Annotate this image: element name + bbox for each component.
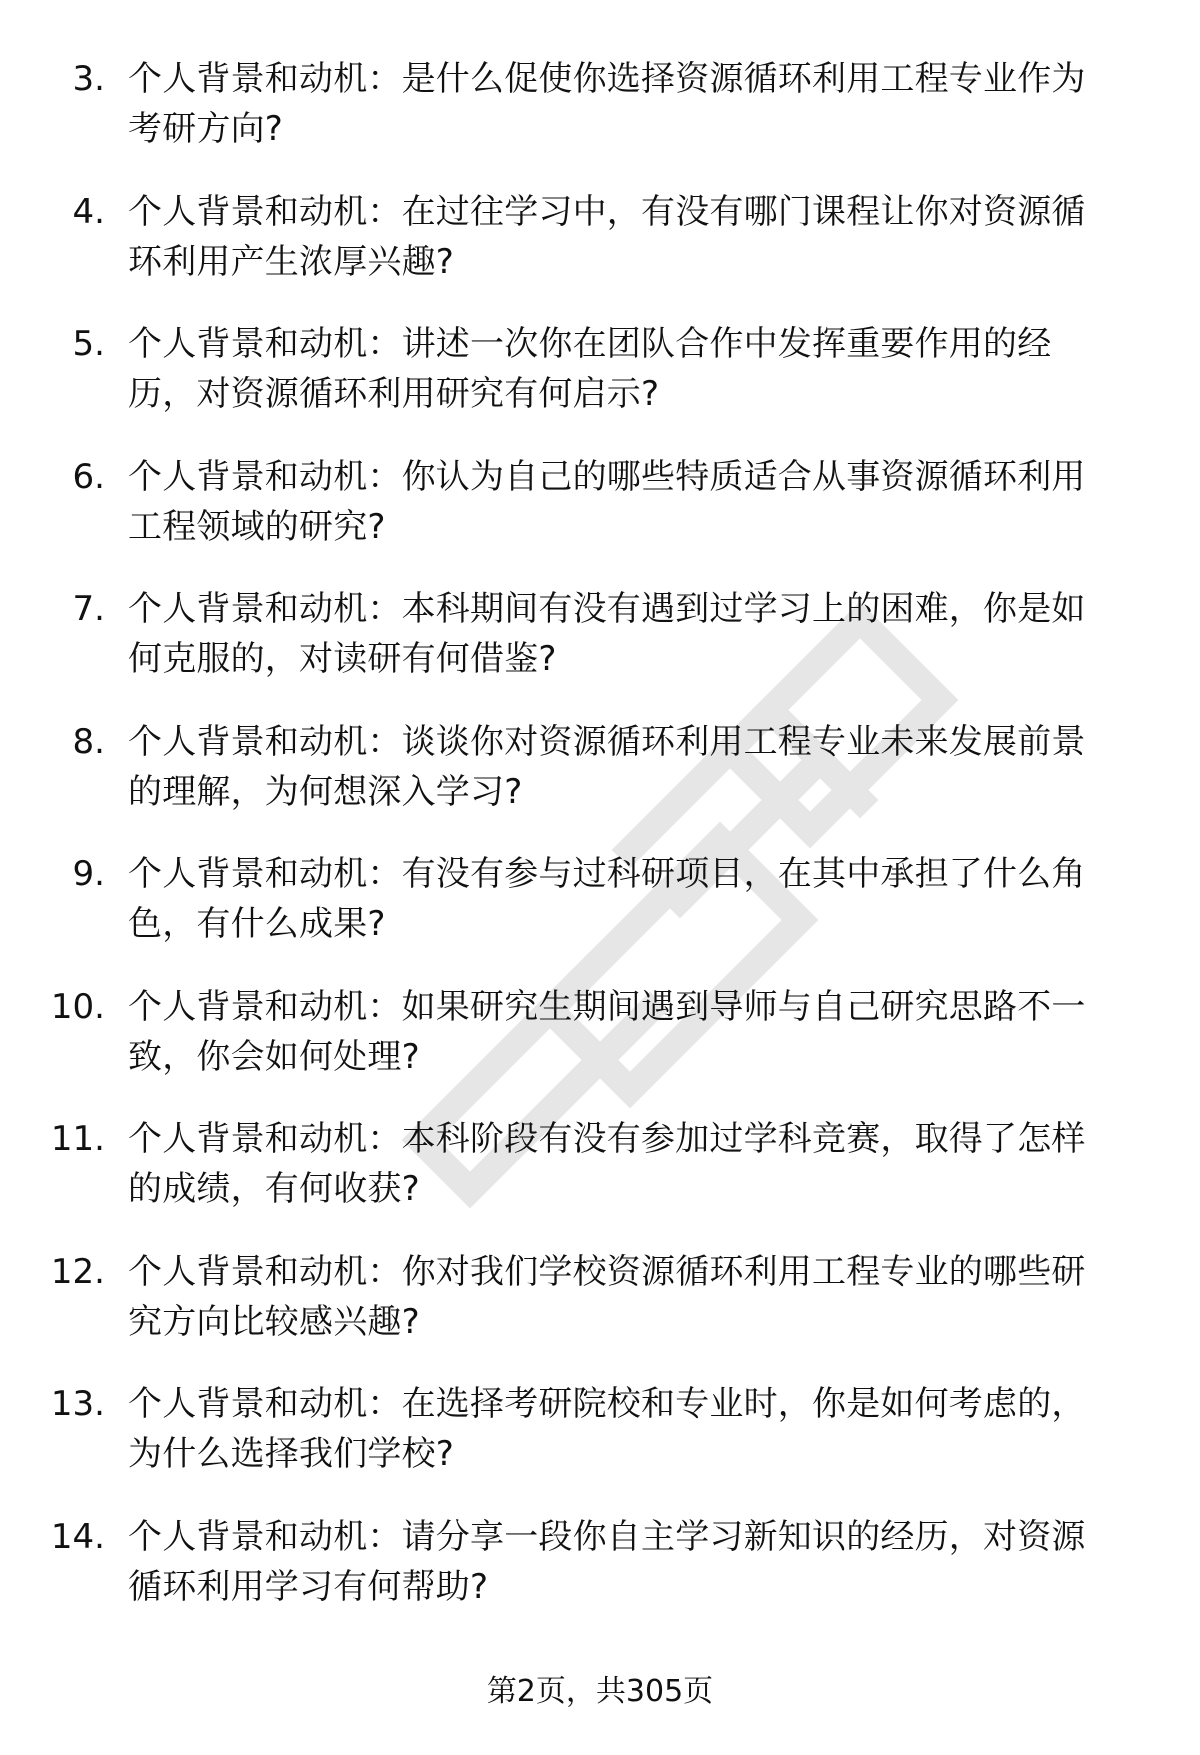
question-text [128, 1114, 1138, 1214]
question-item [0, 1247, 1200, 1380]
question-item [0, 717, 1200, 850]
question-text-line: 个人背景和动机：本科阶段有没有参加过学科竞赛，取得了怎样 [128, 1119, 1086, 1159]
question-text-line: 为什么选择我们学校? [128, 1434, 455, 1474]
question-number: 12. [50, 1251, 105, 1292]
question-text-line: 个人背景和动机：请分享一段你自主学习新知识的经历，对资源 [128, 1516, 1086, 1557]
question-number: 9. [72, 854, 105, 894]
question-number: 13. [50, 1384, 105, 1424]
question-text [128, 452, 1138, 552]
question-text-line: 个人背景和动机：讲述一次你在团队合作中发挥重要作用的经 [128, 324, 1052, 364]
question-text-line: 个人背景和动机：如果研究生期间遇到导师与自己研究思路不一 [128, 986, 1086, 1027]
question-item [0, 452, 1200, 585]
question-text [128, 1512, 1138, 1612]
question-text-line: 环利用产生浓厚兴趣? [128, 241, 455, 282]
question-text-line: 循环利用学习有何帮助? [128, 1566, 489, 1607]
question-text [128, 54, 1138, 154]
page-number-footer: 第2页，共305页 [486, 1674, 714, 1709]
question-text-line: 个人背景和动机：在过往学习中，有没有哪门课程让你对资源循 [128, 191, 1086, 232]
question-text-line: 个人背景和动机：谈谈你对资源循环利用工程专业未来发展前景 [128, 721, 1086, 762]
question-text-line: 的成绩，有何收获? [128, 1169, 420, 1209]
question-text-line: 个人背景和动机：是什么促使你选择资源循环利用工程专业作为 [128, 59, 1086, 99]
question-text [128, 849, 1138, 949]
question-item [0, 849, 1200, 982]
question-item [0, 584, 1200, 717]
question-number: 10. [50, 986, 105, 1027]
question-number: 3. [72, 59, 105, 99]
question-text [128, 319, 1138, 419]
question-number: 8. [72, 721, 105, 762]
question-text-line: 何克服的，对读研有何借鉴? [128, 639, 557, 679]
question-list [0, 54, 1200, 1644]
question-text-line: 工程领域的研究? [128, 506, 386, 547]
question-item [0, 1379, 1200, 1512]
question-item [0, 54, 1200, 187]
question-number: 5. [72, 324, 105, 364]
question-text [128, 717, 1138, 817]
question-text-line: 个人背景和动机：你对我们学校资源循环利用工程专业的哪些研 [128, 1251, 1086, 1292]
question-text-line: 考研方向? [128, 109, 284, 149]
question-text-line: 究方向比较感兴趣? [128, 1301, 420, 1342]
question-text-line: 个人背景和动机：在选择考研院校和专业时，你是如何考虑的， [128, 1384, 1086, 1424]
question-text-line: 历，对资源循环利用研究有何启示? [128, 374, 660, 414]
question-item [0, 1114, 1200, 1247]
question-item [0, 187, 1200, 320]
question-number: 14. [50, 1516, 105, 1557]
question-text-line: 个人背景和动机：你认为自己的哪些特质适合从事资源循环利用 [128, 456, 1086, 497]
question-number: 11. [50, 1119, 105, 1159]
question-item [0, 1512, 1200, 1645]
question-text-line: 色，有什么成果? [128, 904, 386, 944]
question-item [0, 319, 1200, 452]
question-text-line: 致，你会如何处理? [128, 1036, 420, 1077]
question-number: 4. [72, 191, 105, 232]
question-text-line: 的理解，为何想深入学习? [128, 771, 523, 812]
question-text [128, 584, 1138, 684]
question-number: 7. [72, 589, 105, 629]
question-text-line: 个人背景和动机：本科期间有没有遇到过学习上的困难，你是如 [128, 589, 1086, 629]
question-text [128, 1247, 1138, 1347]
question-text-line: 个人背景和动机：有没有参与过科研项目，在其中承担了什么角 [128, 854, 1086, 894]
question-item [0, 982, 1200, 1115]
question-text [128, 1379, 1138, 1479]
question-number: 6. [72, 456, 105, 497]
question-text [128, 187, 1138, 287]
question-text [128, 982, 1138, 1082]
